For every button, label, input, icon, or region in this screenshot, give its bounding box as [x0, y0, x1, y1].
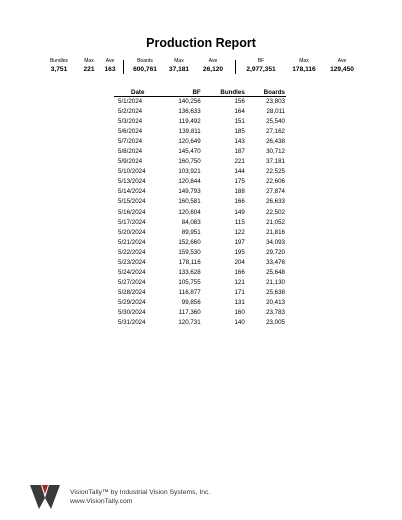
- table-row: [114, 278, 286, 288]
- cell-bundles: 195: [234, 248, 245, 256]
- table-row: [114, 117, 286, 127]
- logo-v-left: [30, 485, 45, 509]
- cell-date: 5/21/2024: [118, 238, 146, 246]
- cell-bf: 160,581: [178, 198, 201, 206]
- cell-date: 5/27/2024: [118, 278, 146, 286]
- cell-date: 5/8/2024: [118, 148, 143, 156]
- cell-boards: 23,005: [266, 319, 285, 327]
- column-header-date: Date: [114, 86, 161, 97]
- stat-label: Max: [84, 58, 94, 64]
- cell-date: 5/31/2024: [118, 319, 146, 327]
- cell-bundles: 166: [234, 198, 245, 206]
- stat-label: Ave: [105, 58, 115, 64]
- cell-date: 5/14/2024: [118, 188, 146, 196]
- stat-divider: [123, 60, 124, 74]
- cell-date: 5/20/2024: [118, 228, 146, 236]
- cell-bf: 133,628: [178, 268, 201, 276]
- cell-date: 5/3/2024: [118, 118, 143, 126]
- table-row: [114, 177, 286, 187]
- cell-date: 5/15/2024: [118, 198, 146, 206]
- cell-bundles: 151: [234, 118, 245, 126]
- cell-bf: 136,633: [178, 108, 201, 116]
- stat-label: Max: [174, 58, 184, 64]
- table-row: [114, 318, 286, 328]
- stat-value: 221: [83, 66, 95, 73]
- cell-boards: 21,130: [266, 278, 285, 286]
- table-row: [114, 288, 286, 298]
- cell-bf: 116,877: [178, 288, 201, 296]
- footer-company: VisionTally™ by Industrial Vision Systems, Inc.: [70, 489, 211, 496]
- cell-date: 5/10/2024: [118, 168, 146, 176]
- cell-bundles: 122: [234, 228, 245, 236]
- logo-v-right: [45, 485, 60, 509]
- column-header-bundles: Bundles: [202, 86, 246, 97]
- cell-bf: 159,530: [178, 248, 201, 256]
- cell-boards: 33,476: [266, 258, 285, 266]
- cell-boards: 29,720: [266, 248, 285, 256]
- cell-boards: 37,181: [266, 158, 285, 166]
- cell-date: 5/24/2024: [118, 268, 146, 276]
- stat-value: 2,977,351: [246, 66, 276, 73]
- stat-label: Ave: [208, 58, 218, 64]
- stat-label: Ave: [337, 58, 347, 64]
- summary-stats: [0, 58, 402, 80]
- cell-bf: 120,731: [178, 319, 201, 327]
- table-row: [114, 208, 286, 218]
- cell-bundles: 149: [234, 208, 245, 216]
- cell-boards: 21,052: [266, 218, 285, 226]
- cell-boards: 22,525: [266, 168, 285, 176]
- stat-label: BF: [257, 58, 265, 64]
- cell-bundles: 204: [234, 258, 245, 266]
- cell-date: 5/9/2024: [118, 158, 143, 166]
- table-row: [114, 187, 286, 197]
- cell-bf: 139,811: [178, 128, 201, 136]
- cell-boards: 26,633: [266, 198, 285, 206]
- stat-bf-total: [240, 58, 282, 74]
- table-row: [114, 228, 286, 238]
- cell-bf: 160,750: [178, 158, 201, 166]
- cell-bf: 149,793: [178, 188, 201, 196]
- table-row: [114, 97, 286, 108]
- table-header-row: [114, 86, 286, 97]
- cell-bf: 103,921: [178, 168, 201, 176]
- cell-bf: 117,360: [178, 309, 201, 316]
- table-row: [114, 238, 286, 248]
- cell-bundles: 144: [234, 168, 245, 176]
- cell-bundles: 171: [234, 288, 245, 296]
- report-title: Production Report: [146, 36, 256, 50]
- stat-bundles-ave: [100, 58, 120, 74]
- cell-boards: 27,162: [266, 128, 285, 136]
- cell-bundles: 164: [234, 108, 245, 116]
- cell-boards: 22,502: [266, 208, 285, 216]
- stat-value: 3,751: [50, 66, 68, 73]
- cell-date: 5/29/2024: [118, 298, 146, 306]
- cell-boards: 21,816: [266, 228, 285, 236]
- cell-boards: 28,011: [266, 108, 285, 116]
- cell-boards: 30,712: [266, 148, 285, 156]
- cell-boards: 27,874: [266, 188, 285, 196]
- stat-bundles-total: [46, 58, 72, 74]
- table-row: [114, 248, 286, 258]
- cell-bundles: 185: [234, 128, 245, 136]
- table-row: [114, 167, 286, 177]
- table-row: [114, 308, 286, 318]
- cell-bundles: 121: [234, 278, 245, 286]
- stat-value: 178,116: [292, 66, 316, 73]
- cell-boards: 25,648: [266, 268, 285, 276]
- stat-bf-max: [286, 58, 322, 74]
- stat-bundles-max: [78, 58, 100, 74]
- cell-bf: 120,604: [178, 208, 201, 216]
- footer-text: [70, 488, 210, 506]
- table-row: [114, 157, 286, 167]
- stat-boards-ave: [198, 58, 228, 74]
- table-row: [114, 127, 286, 137]
- cell-date: 5/1/2024: [118, 98, 143, 106]
- cell-bundles: 131: [234, 298, 245, 306]
- footer: [30, 482, 330, 512]
- stat-divider: [235, 60, 236, 74]
- cell-bf: 145,470: [178, 148, 201, 156]
- footer-website-link[interactable]: www.VisionTally.com: [70, 498, 133, 505]
- cell-bundles: 188: [234, 188, 245, 196]
- cell-bundles: 115: [234, 218, 245, 226]
- cell-bf: 178,116: [178, 258, 201, 266]
- cell-bf: 120,844: [178, 178, 201, 186]
- cell-bundles: 175: [234, 178, 245, 186]
- cell-date: 5/22/2024: [118, 248, 146, 256]
- cell-bf: 89,951: [181, 228, 201, 236]
- cell-bf: 99,856: [181, 298, 201, 306]
- stat-label: Boards: [137, 58, 153, 64]
- cell-bf: 120,649: [178, 138, 201, 146]
- cell-bundles: 156: [234, 98, 245, 106]
- cell-date: 5/17/2024: [118, 218, 146, 226]
- stat-boards-total: [128, 58, 162, 74]
- cell-boards: 25,540: [266, 118, 285, 126]
- cell-date: 5/16/2024: [118, 208, 146, 216]
- column-header-boards: Boards: [246, 86, 286, 97]
- cell-bf: 119,492: [178, 118, 201, 126]
- cell-bundles: 143: [234, 138, 245, 146]
- stat-value: 129,450: [330, 66, 354, 73]
- cell-boards: 20,413: [266, 298, 285, 306]
- visiontally-v-logo-icon: [30, 482, 60, 510]
- stat-value: 600,761: [133, 66, 157, 73]
- cell-bundles: 140: [234, 319, 245, 327]
- cell-bundles: 221: [234, 158, 245, 166]
- cell-date: 5/2/2024: [118, 108, 143, 116]
- cell-date: 5/30/2024: [118, 309, 146, 316]
- stat-label: Bundles: [49, 58, 69, 64]
- cell-boards: 23,783: [266, 309, 285, 316]
- cell-date: 5/23/2024: [118, 258, 146, 266]
- table-row: [114, 268, 286, 278]
- table-row: [114, 218, 286, 228]
- stat-value: 26,120: [202, 66, 224, 73]
- table-row: [114, 197, 286, 207]
- cell-date: 5/7/2024: [118, 138, 143, 146]
- cell-bf: 140,256: [178, 98, 201, 106]
- cell-bundles: 160: [234, 309, 245, 316]
- column-header-bf: BF: [161, 86, 201, 97]
- cell-bf: 105,755: [178, 278, 201, 286]
- cell-bundles: 187: [234, 148, 245, 156]
- cell-date: 5/28/2024: [118, 288, 146, 296]
- cell-date: 5/6/2024: [118, 128, 143, 136]
- table-row: [114, 147, 286, 157]
- cell-bf: 84,083: [181, 218, 201, 226]
- table-row: [114, 298, 286, 308]
- production-table: [114, 86, 286, 328]
- stat-boards-max: [164, 58, 194, 74]
- table-row: [114, 137, 286, 147]
- cell-boards: 22,606: [266, 178, 285, 186]
- cell-boards: 34,093: [266, 238, 285, 246]
- table-body: [114, 97, 286, 329]
- cell-date: 5/13/2024: [118, 178, 146, 186]
- table-row: [114, 107, 286, 117]
- table-row: [114, 258, 286, 268]
- stat-bf-ave: [324, 58, 360, 74]
- cell-bf: 152,660: [178, 238, 201, 246]
- cell-boards: 23,803: [266, 98, 285, 106]
- stat-label: Max: [299, 58, 309, 64]
- stat-value: 37,181: [168, 66, 190, 73]
- stat-value: 163: [104, 66, 116, 73]
- cell-boards: 26,438: [266, 138, 285, 146]
- cell-bundles: 166: [234, 268, 245, 276]
- cell-bundles: 197: [234, 238, 245, 246]
- cell-boards: 25,638: [266, 288, 285, 296]
